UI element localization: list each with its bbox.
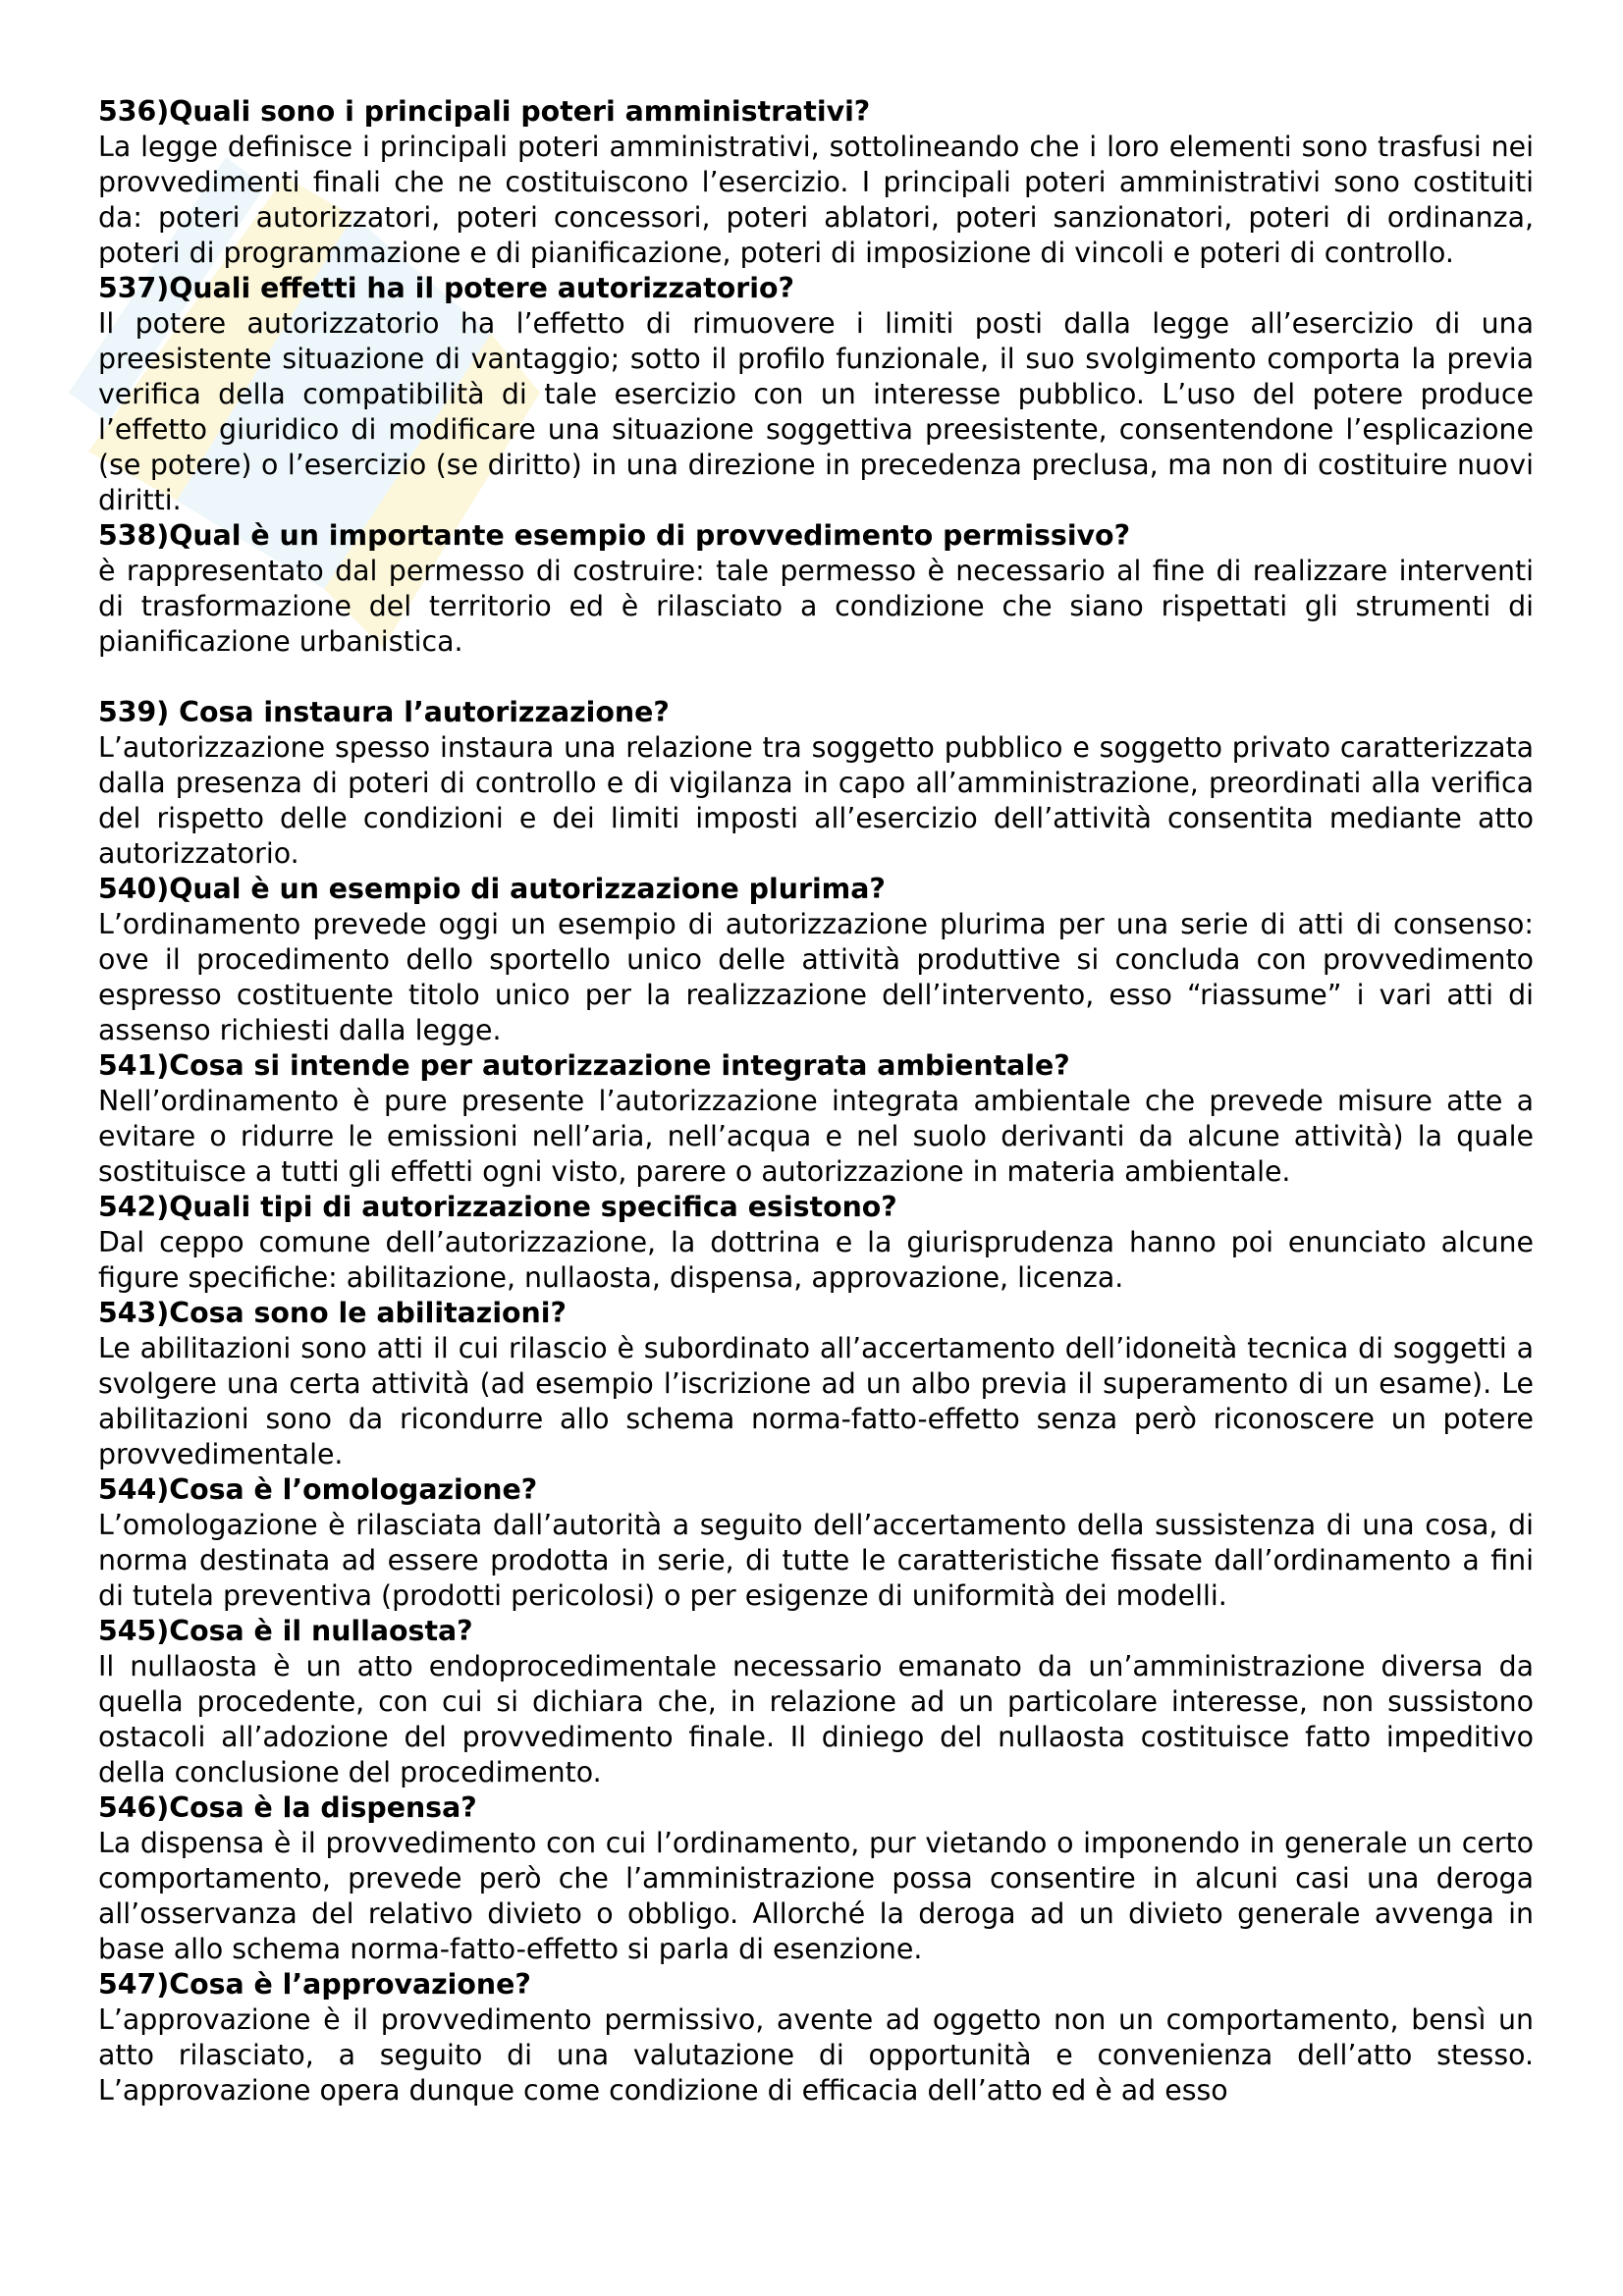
answer-text: Le abilitazioni sono atti il cui rilascio è subordinato all’accertamento dell’idoneità tecnica di soggetti a svolgere una certa attività (ad esempio l’iscrizione ad un albo previa il superamento di un esame). Le abilitazioni sono da ricondurre allo schema norma-fatto-effetto senza però riconoscere un potere provvedimentale.: [98, 1332, 1534, 1470]
question-heading: 547)Cosa è l’approvazione?: [98, 1968, 531, 2001]
question-heading: 539) Cosa instaura l’autorizzazione?: [98, 696, 670, 728]
qa-item: [98, 271, 1534, 518]
answer-text: è rappresentato dal permesso di costruire: tale permesso è necessario al fine di realizzare interventi di trasformazione del territorio ed è rilasciato a condizione che siano rispettati gli strumenti di pianificazione urbanistica.: [98, 555, 1534, 658]
question-heading: 546)Cosa è la dispensa?: [98, 1791, 477, 1824]
answer-text: Dal ceppo comune dell’autorizzazione, la dottrina e la giurisprudenza hanno poi enunciato alcune figure specifiche: abilitazione, nullaosta, dispensa, approvazione, licenza.: [98, 1226, 1534, 1294]
qa-item: [98, 518, 1534, 660]
question-heading: 538)Qual è un importante esempio di provvedimento permissivo?: [98, 519, 1131, 552]
qa-item: [98, 1048, 1534, 1190]
answer-text: L’ordinamento prevede oggi un esempio di autorizzazione plurima per una serie di atti di consenso: ove il procedimento dello sportello unico delle attività produttive si concluda con provvedimento espresso costituente titolo unico per la realizzazione dell’intervento, esso “riassume” i vari atti di assenso richiesti dalla legge.: [98, 908, 1534, 1046]
qa-item: [98, 1790, 1534, 1967]
qa-item: [98, 1614, 1534, 1790]
question-heading: 544)Cosa è l’omologazione?: [98, 1473, 538, 1506]
qa-item: [98, 1190, 1534, 1296]
document-page: [98, 94, 1534, 2109]
answer-text: Il nullaosta è un atto endoprocedimentale necessario emanato da un’amministrazione diversa da quella procedente, con cui si dichiara che, in relazione ad un particolare interesse, non sussistono ostacoli all’adozione del provvedimento finale. Il diniego del nullaosta costituisce fatto impeditivo della conclusione del procedimento.: [98, 1650, 1534, 1789]
answer-text: La legge definisce i principali poteri amministrativi, sottolineando che i loro elementi sono trasfusi nei provvedimenti finali che ne costituiscono l’esercizio. I principali poteri amministrativi sono costituiti da: poteri autorizzatori, poteri concessori, poteri ablatori, poteri sanzionatori, poteri di ordinanza, poteri di programmazione e di pianificazione, poteri di imposizione di vincoli e poteri di controllo.: [98, 131, 1534, 269]
answer-text: L’omologazione è rilasciata dall’autorità a seguito dell’accertamento della sussistenza di una cosa, di norma destinata ad essere prodotta in serie, di tutte le caratteristiche fissate dall’ordinamento a fini di tutela preventiva (prodotti pericolosi) o per esigenze di uniformità dei modelli.: [98, 1509, 1534, 1612]
answer-text: La dispensa è il provvedimento con cui l’ordinamento, pur vietando o imponendo in generale un certo comportamento, prevede però che l’amministrazione possa consentire in alcuni casi una deroga all’osservanza del relativo divieto o obbligo. Allorché la deroga ad un divieto generale avvenga in base allo schema norma-fatto-effetto si parla di esenzione.: [98, 1827, 1534, 1965]
qa-item: [98, 872, 1534, 1048]
question-heading: 543)Cosa sono le abilitazioni?: [98, 1297, 567, 1329]
question-heading: 545)Cosa è il nullaosta?: [98, 1615, 473, 1647]
answer-text: Il potere autorizzatorio ha l’effetto di rimuovere i limiti posti dalla legge all’esercizio di una preesistente situazione di vantaggio; sotto il profilo funzionale, il suo svolgimento comporta la previa verifica della compatibilità di tale esercizio con un interesse pubblico. L’uso del potere produce l’effetto giuridico di modificare una situazione soggettiva preesistente, consentendone l’esplicazione (se potere) o l’esercizio (se diritto) in una direzione in precedenza preclusa, ma non di costituire nuovi diritti.: [98, 307, 1534, 516]
question-heading: 537)Quali effetti ha il potere autorizzatorio?: [98, 272, 794, 304]
question-heading: 541)Cosa si intende per autorizzazione integrata ambientale?: [98, 1049, 1070, 1082]
qa-item: [98, 94, 1534, 271]
question-heading: 540)Qual è un esempio di autorizzazione plurima?: [98, 873, 886, 905]
qa-item: [98, 695, 1534, 872]
qa-item: [98, 1472, 1534, 1614]
answer-text: Nell’ordinamento è pure presente l’autorizzazione integrata ambientale che prevede misure atte a evitare o ridurre le emissioni nell’aria, nell’acqua e nel suolo derivanti da alcune attività) la quale sostituisce a tutti gli effetti ogni visto, parere o autorizzazione in materia ambientale.: [98, 1085, 1534, 1188]
question-heading: 536)Quali sono i principali poteri amministrativi?: [98, 95, 871, 128]
qa-item: [98, 1967, 1534, 2109]
blank-line: [98, 660, 1534, 695]
answer-text: L’approvazione è il provvedimento permissivo, avente ad oggetto non un comportamento, bensì un atto rilasciato, a seguito di una valutazione di opportunità e convenienza dell’atto stesso. L’approvazione opera dunque come condizione di efficacia dell’atto ed è ad esso: [98, 2003, 1534, 2107]
answer-text: L’autorizzazione spesso instaura una relazione tra soggetto pubblico e soggetto privato caratterizzata dalla presenza di poteri di controllo e di vigilanza in capo all’amministrazione, preordinati alla verifica del rispetto delle condizioni e dei limiti imposti all’esercizio dell’attività consentita mediante atto autorizzatorio.: [98, 731, 1534, 870]
question-heading: 542)Quali tipi di autorizzazione specifica esistono?: [98, 1191, 897, 1223]
qa-item: [98, 1296, 1534, 1472]
